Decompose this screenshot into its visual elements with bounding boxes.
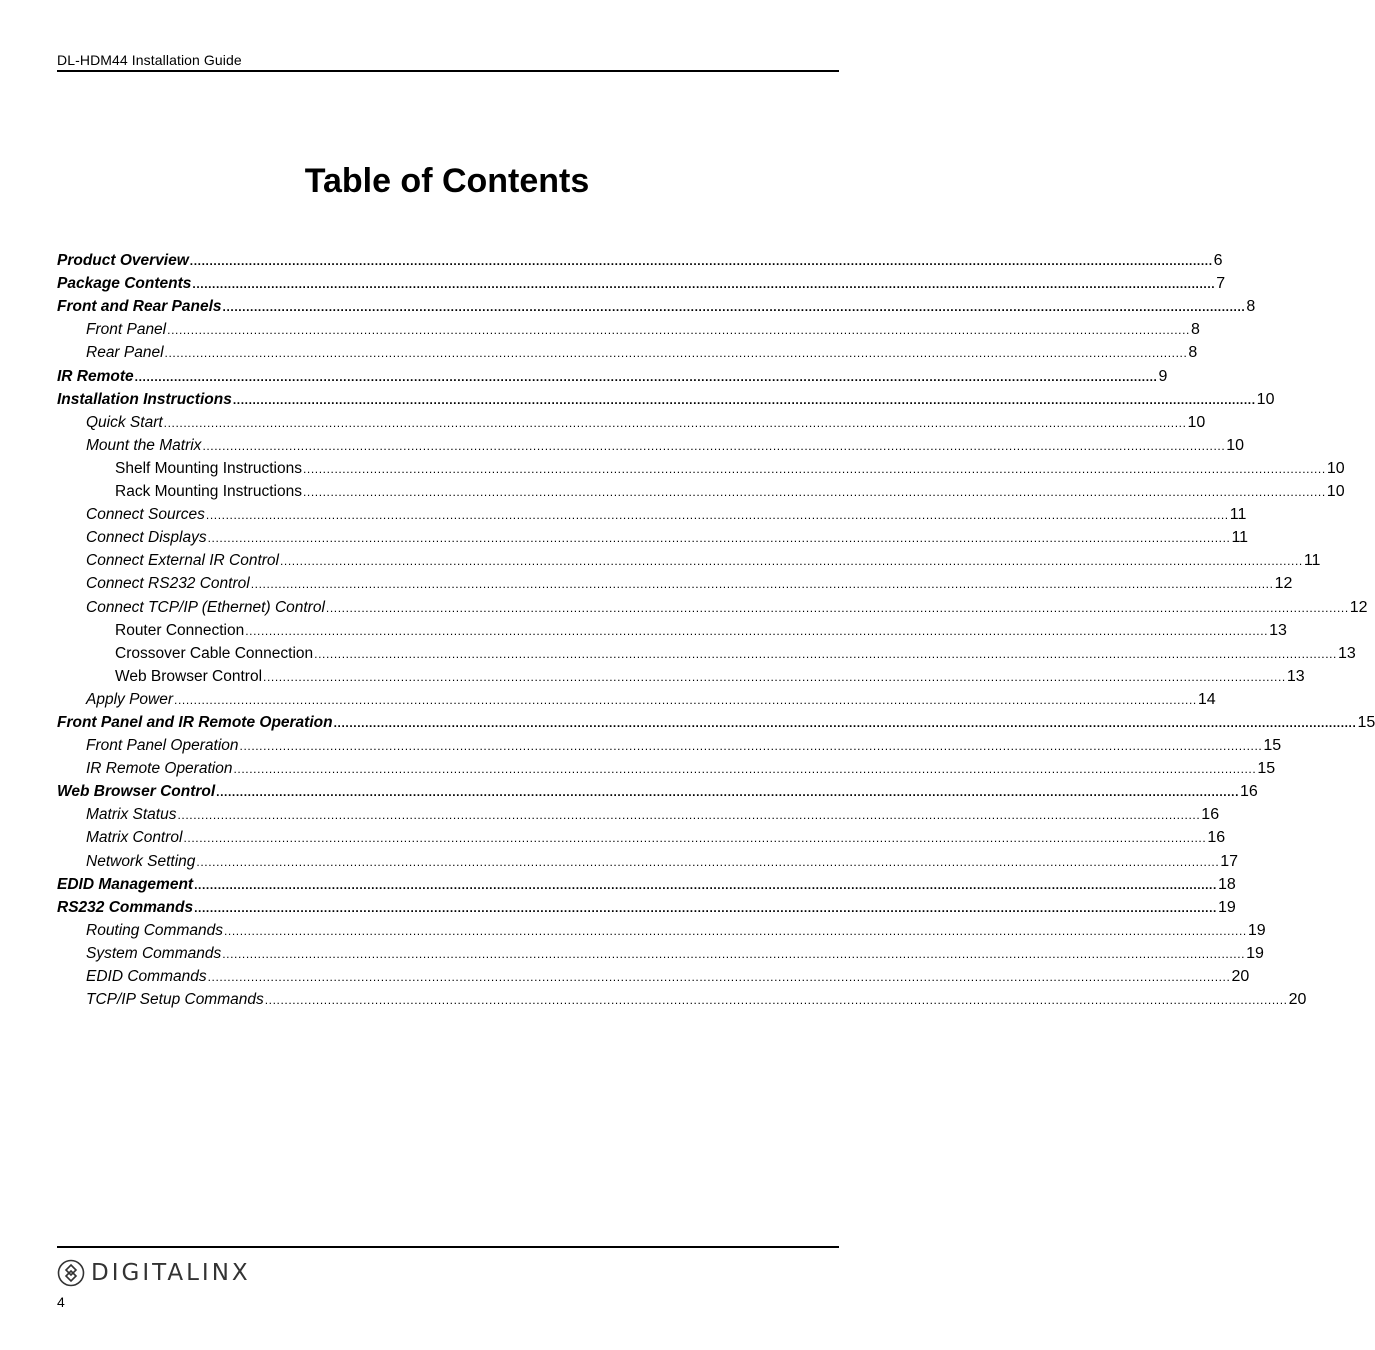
toc-leader-dots: .................................................................................................................................................................................................................................................................... bbox=[264, 993, 1288, 1008]
toc-leader-dots: .................................................................................................................................................................................................................................................................... bbox=[222, 946, 1246, 961]
toc-leader-dots: .................................................................................................................................................................................................................................................................... bbox=[302, 485, 1326, 500]
toc-entry-label: Connect Displays bbox=[86, 529, 207, 547]
toc-entry-page: 7 bbox=[1216, 275, 1226, 293]
toc-leader-dots: .................................................................................................................................................................................................................................................................... bbox=[223, 923, 1247, 938]
toc-entry-page: 19 bbox=[1247, 921, 1266, 939]
table-of-contents bbox=[57, 247, 1375, 1009]
toc-leader-dots: .................................................................................................................................................................................................................................................................... bbox=[245, 623, 1269, 638]
toc-leader-dots: .................................................................................................................................................................................................................................................................... bbox=[202, 438, 1226, 453]
toc-entry[interactable] bbox=[57, 871, 1236, 894]
toc-leader-dots: .................................................................................................................................................................................................................................................................... bbox=[194, 900, 1217, 915]
toc-entry[interactable] bbox=[57, 270, 1226, 293]
toc-entry-page: 18 bbox=[1217, 875, 1236, 893]
toc-entry-page: 13 bbox=[1269, 621, 1287, 639]
toc-leader-dots: .................................................................................................................................................................................................................................................................... bbox=[314, 646, 1337, 661]
toc-entry-page: 12 bbox=[1274, 575, 1293, 593]
toc-entry-label: IR Remote Operation bbox=[86, 760, 233, 778]
footer-divider bbox=[57, 1246, 839, 1248]
toc-leader-dots: .................................................................................................................................................................................................................................................................... bbox=[216, 785, 1240, 800]
toc-leader-dots: .................................................................................................................................................................................................................................................................... bbox=[134, 369, 1158, 384]
toc-entry-page: 8 bbox=[1190, 321, 1200, 339]
running-header: DL-HDM44 Installation Guide bbox=[57, 52, 242, 68]
toc-entry-label: Mount the Matrix bbox=[86, 436, 202, 454]
toc-entry-page: 16 bbox=[1240, 783, 1258, 801]
toc-entry-page: 9 bbox=[1158, 367, 1168, 385]
toc-entry-page: 8 bbox=[1246, 298, 1256, 316]
toc-entry-page: 20 bbox=[1231, 968, 1250, 985]
toc-entry-page: 19 bbox=[1217, 898, 1236, 916]
toc-entry-label: Front Panel and IR Remote Operation bbox=[57, 713, 333, 731]
toc-entry-label: Web Browser Control bbox=[115, 667, 263, 685]
toc-entry[interactable] bbox=[57, 501, 1247, 524]
toc-entry[interactable] bbox=[57, 963, 1250, 986]
toc-entry[interactable] bbox=[57, 339, 1198, 362]
toc-leader-dots: .................................................................................................................................................................................................................................................................... bbox=[164, 346, 1188, 361]
toc-entry-page: 11 bbox=[1229, 506, 1247, 524]
toc-entry[interactable] bbox=[57, 432, 1245, 455]
toc-entry[interactable] bbox=[57, 686, 1216, 709]
toc-leader-dots: .................................................................................................................................................................................................................................................................... bbox=[192, 277, 1216, 292]
toc-entry-page: 19 bbox=[1246, 944, 1264, 962]
toc-entry[interactable] bbox=[57, 478, 1345, 501]
toc-entry-label: Network Setting bbox=[86, 852, 196, 870]
toc-entry-label: Shelf Mounting Instructions bbox=[115, 459, 302, 477]
toc-entry[interactable] bbox=[57, 663, 1305, 686]
toc-leader-dots: .................................................................................................................................................................................................................................................................... bbox=[232, 392, 1256, 407]
toc-entry-page: 20 bbox=[1288, 991, 1307, 1009]
toc-entry-label: Crossover Cable Connection bbox=[115, 644, 314, 662]
toc-leader-dots: .................................................................................................................................................................................................................................................................... bbox=[263, 669, 1286, 684]
toc-entry-page: 13 bbox=[1286, 667, 1305, 685]
toc-leader-dots: .................................................................................................................................................................................................................................................................... bbox=[196, 854, 1220, 869]
toc-entry[interactable] bbox=[57, 316, 1200, 339]
toc-entry-label: Front Panel Operation bbox=[86, 737, 239, 755]
toc-entry-page: 15 bbox=[1257, 760, 1276, 778]
toc-entry-page: 13 bbox=[1338, 644, 1356, 662]
toc-leader-dots: .................................................................................................................................................................................................................................................................... bbox=[183, 831, 1207, 846]
toc-entry-label: Front and Rear Panels bbox=[57, 298, 222, 316]
toc-entry-label: Product Overview bbox=[57, 252, 189, 270]
toc-entry[interactable] bbox=[57, 293, 1256, 316]
toc-entry[interactable] bbox=[57, 455, 1345, 478]
toc-entry-label: Rear Panel bbox=[86, 344, 164, 362]
toc-entry-label: Connect RS232 Control bbox=[86, 575, 250, 593]
toc-entry[interactable] bbox=[57, 593, 1368, 616]
toc-entry[interactable] bbox=[57, 732, 1282, 755]
toc-entry[interactable] bbox=[57, 617, 1287, 640]
toc-leader-dots: .................................................................................................................................................................................................................................................................... bbox=[325, 600, 1349, 615]
toc-entry[interactable] bbox=[57, 940, 1264, 963]
toc-entry[interactable] bbox=[57, 524, 1249, 547]
toc-entry-label: Connect TCP/IP (Ethernet) Control bbox=[86, 598, 325, 616]
toc-entry-page: 10 bbox=[1226, 436, 1245, 454]
toc-entry-label: Connect External IR Control bbox=[86, 552, 279, 570]
toc-entry-label: Rack Mounting Instructions bbox=[115, 483, 302, 501]
toc-entry-label: Apply Power bbox=[86, 690, 174, 708]
toc-entry-page: 6 bbox=[1213, 252, 1223, 270]
toc-entry[interactable] bbox=[57, 547, 1321, 570]
toc-leader-dots: .................................................................................................................................................................................................................................................................... bbox=[207, 531, 1231, 546]
toc-entry-page: 17 bbox=[1220, 852, 1239, 870]
toc-entry-page: 10 bbox=[1187, 413, 1206, 431]
toc-entry-label: EDID Commands bbox=[86, 968, 207, 985]
toc-entry-page: 15 bbox=[1263, 737, 1282, 755]
toc-entry-page: 10 bbox=[1326, 483, 1345, 501]
toc-entry[interactable] bbox=[57, 386, 1275, 409]
toc-leader-dots: .................................................................................................................................................................................................................................................................... bbox=[279, 554, 1303, 569]
toc-leader-dots: .................................................................................................................................................................................................................................................................... bbox=[239, 739, 1263, 754]
toc-entry[interactable] bbox=[57, 778, 1258, 801]
header-divider bbox=[57, 70, 839, 72]
toc-entry[interactable] bbox=[57, 824, 1226, 847]
toc-entry-page: 11 bbox=[1231, 529, 1249, 547]
toc-entry-label: Router Connection bbox=[115, 621, 245, 639]
page-number: 4 bbox=[57, 1294, 65, 1310]
toc-entry[interactable] bbox=[57, 570, 1293, 593]
toc-entry[interactable] bbox=[57, 755, 1276, 778]
toc-leader-dots: .................................................................................................................................................................................................................................................................... bbox=[333, 715, 1357, 730]
toc-entry-label: EDID Management bbox=[57, 875, 194, 893]
toc-entry-label: Connect Sources bbox=[86, 506, 205, 524]
toc-entry[interactable] bbox=[57, 640, 1356, 663]
toc-entry-page: 16 bbox=[1207, 829, 1226, 847]
toc-leader-dots: .................................................................................................................................................................................................................................................................... bbox=[205, 508, 1229, 523]
toc-leader-dots: .................................................................................................................................................................................................................................................................... bbox=[222, 300, 1246, 315]
toc-leader-dots: .................................................................................................................................................................................................................................................................... bbox=[250, 577, 1274, 592]
toc-entry-label: Quick Start bbox=[86, 413, 163, 431]
toc-entry[interactable] bbox=[57, 847, 1239, 870]
brand-logo bbox=[57, 1258, 251, 1288]
toc-entry-label: Matrix Control bbox=[86, 829, 183, 847]
toc-entry-label: TCP/IP Setup Commands bbox=[86, 991, 264, 1009]
toc-entry-label: Installation Instructions bbox=[57, 390, 232, 408]
toc-entry-page: 10 bbox=[1256, 390, 1275, 408]
toc-entry[interactable] bbox=[57, 362, 1168, 385]
toc-entry[interactable] bbox=[57, 917, 1266, 940]
toc-entry-page: 15 bbox=[1357, 713, 1375, 731]
toc-entry[interactable] bbox=[57, 709, 1375, 732]
toc-leader-dots: .................................................................................................................................................................................................................................................................... bbox=[207, 970, 1231, 984]
digitalinx-logo-icon bbox=[57, 1259, 85, 1287]
toc-leader-dots: .................................................................................................................................................................................................................................................................... bbox=[177, 808, 1201, 823]
toc-entry-page: 14 bbox=[1197, 690, 1216, 708]
toc-entry-label: Routing Commands bbox=[86, 921, 223, 939]
toc-entry[interactable] bbox=[57, 986, 1307, 1009]
toc-leader-dots: .................................................................................................................................................................................................................................................................... bbox=[302, 461, 1326, 476]
toc-leader-dots: .................................................................................................................................................................................................................................................................... bbox=[189, 254, 1213, 269]
page-title: Table of Contents bbox=[304, 162, 590, 200]
toc-leader-dots: .................................................................................................................................................................................................................................................................... bbox=[167, 323, 1190, 338]
toc-entry[interactable] bbox=[57, 801, 1220, 824]
toc-entry[interactable] bbox=[57, 409, 1206, 432]
toc-entry-label: IR Remote bbox=[57, 367, 134, 385]
toc-leader-dots: .................................................................................................................................................................................................................................................................... bbox=[174, 692, 1197, 707]
toc-leader-dots: .................................................................................................................................................................................................................................................................... bbox=[194, 877, 1217, 892]
toc-entry[interactable] bbox=[57, 894, 1236, 917]
toc-entry-label: System Commands bbox=[86, 944, 222, 962]
toc-entry-label: Web Browser Control bbox=[57, 783, 216, 801]
toc-entry-label: Matrix Status bbox=[86, 806, 177, 824]
toc-entry-label: Package Contents bbox=[57, 275, 192, 293]
toc-leader-dots: .................................................................................................................................................................................................................................................................... bbox=[163, 415, 1187, 430]
toc-leader-dots: .................................................................................................................................................................................................................................................................... bbox=[233, 762, 1257, 777]
toc-entry-page: 8 bbox=[1188, 344, 1198, 362]
toc-entry-label: RS232 Commands bbox=[57, 898, 194, 916]
toc-entry-page: 12 bbox=[1349, 598, 1368, 616]
toc-entry-label: Front Panel bbox=[86, 321, 167, 339]
toc-entry-page: 16 bbox=[1201, 806, 1220, 824]
toc-entry-page: 10 bbox=[1326, 459, 1345, 477]
brand-wordmark: DIGITALINX bbox=[91, 1260, 251, 1286]
toc-entry[interactable] bbox=[57, 247, 1223, 270]
toc-entry-page: 11 bbox=[1303, 552, 1321, 570]
